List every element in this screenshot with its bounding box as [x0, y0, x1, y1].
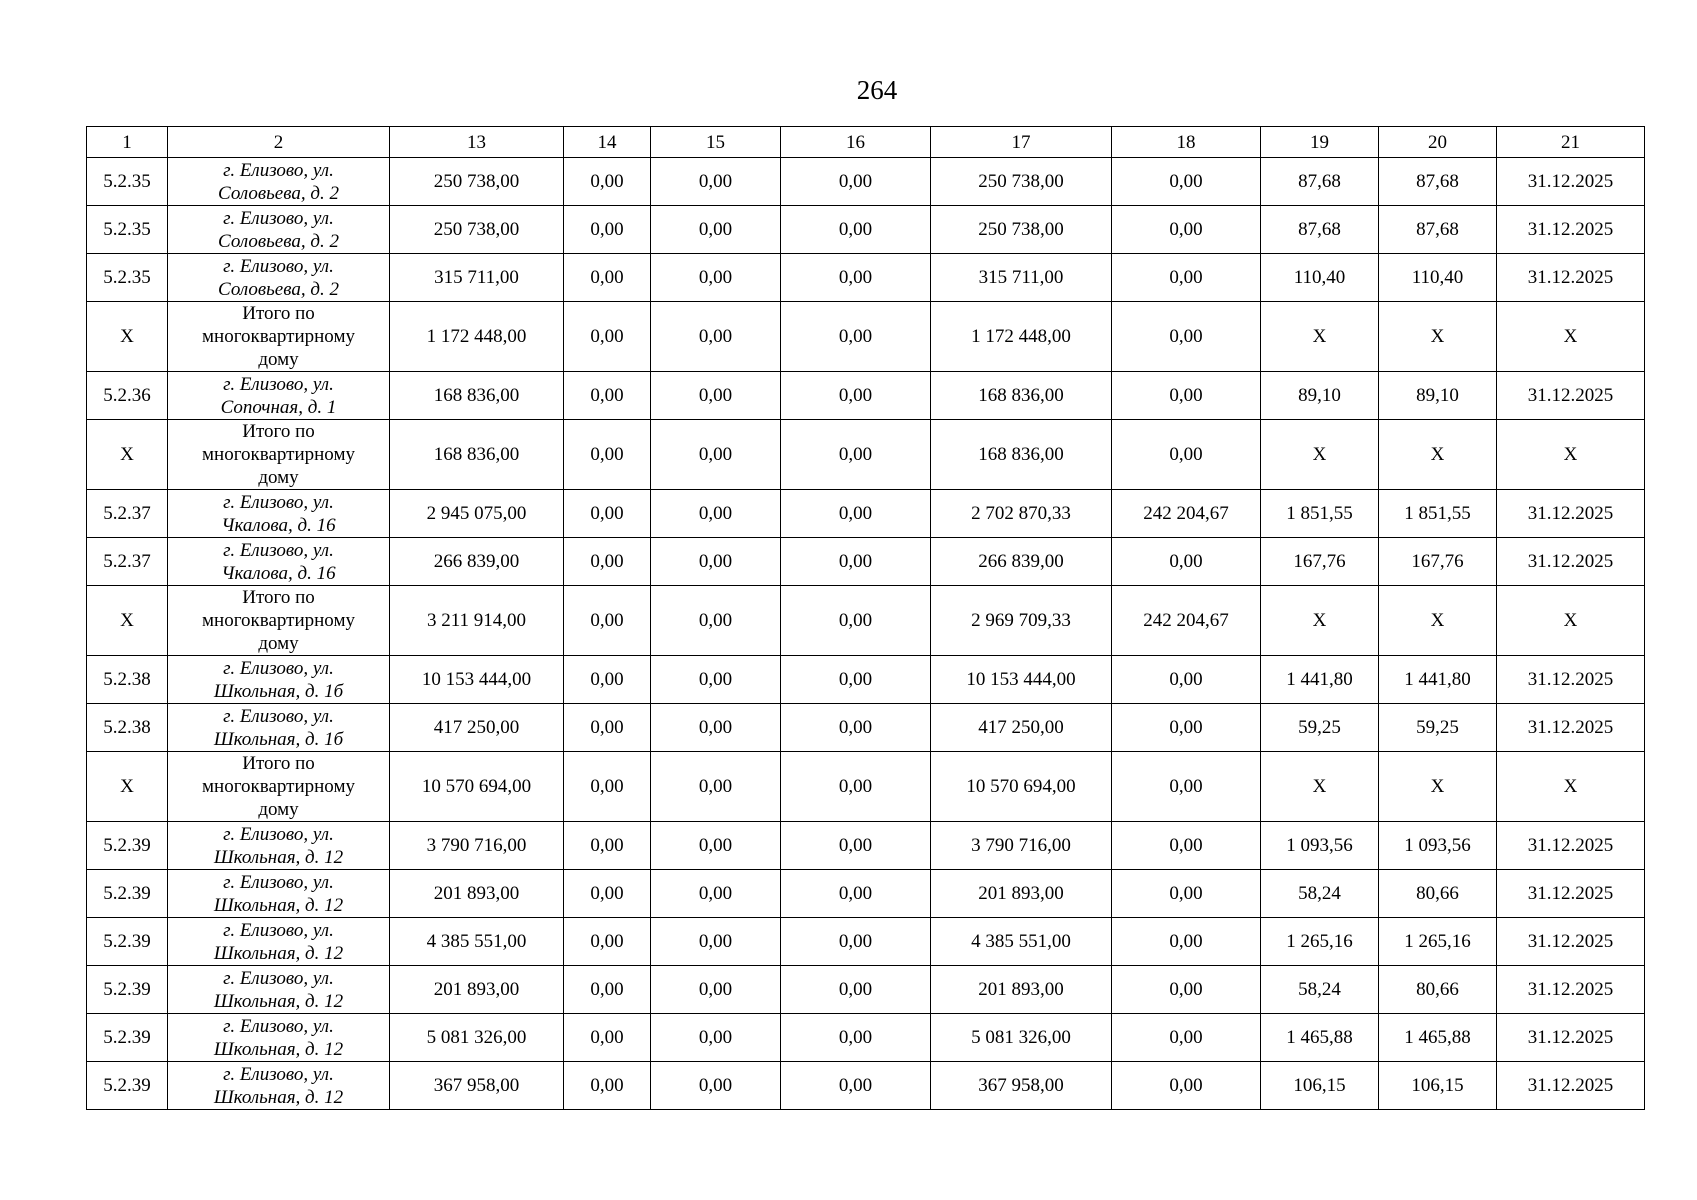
cell-c14: 0,00: [564, 822, 651, 870]
cell-c15: 0,00: [651, 372, 781, 420]
address-line: г. Елизово, ул.: [223, 1015, 334, 1037]
cell-c15: 0,00: [651, 966, 781, 1014]
address-line: г. Елизово, ул.: [223, 705, 334, 727]
cell-c18: 0,00: [1112, 372, 1261, 420]
column-header: 15: [651, 127, 781, 158]
address-line: многоквартирному: [202, 610, 355, 631]
cell-c18: 0,00: [1112, 656, 1261, 704]
cell-c16: 0,00: [781, 420, 931, 490]
cell-number: 5.2.35: [87, 206, 168, 254]
cell-c21: 31.12.2025: [1497, 966, 1645, 1014]
cell-c13: 10 153 444,00: [390, 656, 564, 704]
address-line: г. Елизово, ул.: [223, 491, 334, 513]
cell-c13: 1 172 448,00: [390, 302, 564, 372]
cell-c16: 0,00: [781, 870, 931, 918]
cell-c21: 31.12.2025: [1497, 1062, 1645, 1110]
cell-c16: 0,00: [781, 656, 931, 704]
table-row: [87, 870, 1645, 918]
column-header: 18: [1112, 127, 1261, 158]
cell-total-label: [168, 420, 390, 490]
column-header-row: [87, 127, 1645, 158]
table-row: [87, 966, 1645, 1014]
cell-c21: X: [1497, 302, 1645, 372]
cell-c20: 110,40: [1379, 254, 1497, 302]
cell-number: X: [87, 302, 168, 372]
cell-c13: 4 385 551,00: [390, 918, 564, 966]
cell-number: 5.2.35: [87, 158, 168, 206]
cell-number: 5.2.37: [87, 490, 168, 538]
cell-c18: 0,00: [1112, 158, 1261, 206]
cell-number: 5.2.36: [87, 372, 168, 420]
address-line: Соловьева, д. 2: [218, 230, 339, 252]
cell-c20: X: [1379, 586, 1497, 656]
cell-c16: 0,00: [781, 302, 931, 372]
cell-c21: 31.12.2025: [1497, 538, 1645, 586]
cell-c20: 80,66: [1379, 966, 1497, 1014]
cell-address: [168, 704, 390, 752]
address-line: Соловьева, д. 2: [218, 278, 339, 300]
cell-c15: 0,00: [651, 870, 781, 918]
cell-c18: 0,00: [1112, 206, 1261, 254]
cell-c15: 0,00: [651, 752, 781, 822]
cell-c15: 0,00: [651, 158, 781, 206]
address-line: Чкалова, д. 16: [221, 562, 336, 584]
address-line: г. Елизово, ул.: [223, 373, 334, 395]
table-row: [87, 158, 1645, 206]
cell-c19: 106,15: [1261, 1062, 1379, 1110]
total-row: [87, 302, 1645, 372]
cell-c13: 367 958,00: [390, 1062, 564, 1110]
cell-c19: 87,68: [1261, 158, 1379, 206]
cell-address: [168, 822, 390, 870]
cell-c19: 1 265,16: [1261, 918, 1379, 966]
cell-c14: 0,00: [564, 420, 651, 490]
column-header: 19: [1261, 127, 1379, 158]
cell-c14: 0,00: [564, 918, 651, 966]
cell-address: [168, 372, 390, 420]
cell-c21: 31.12.2025: [1497, 870, 1645, 918]
cell-c18: 0,00: [1112, 870, 1261, 918]
cell-c20: 1 441,80: [1379, 656, 1497, 704]
cell-c13: 168 836,00: [390, 372, 564, 420]
total-row: [87, 752, 1645, 822]
column-header: 13: [390, 127, 564, 158]
cell-c13: 3 211 914,00: [390, 586, 564, 656]
cell-c14: 0,00: [564, 158, 651, 206]
page-number: 264: [856, 75, 898, 105]
address-line: многоквартирному: [202, 444, 355, 465]
table-row: [87, 656, 1645, 704]
address-line: Школьная, д. 12: [213, 990, 344, 1012]
cell-c17: 315 711,00: [931, 254, 1112, 302]
cell-number: 5.2.37: [87, 538, 168, 586]
cell-c18: 0,00: [1112, 966, 1261, 1014]
address-line: г. Елизово, ул.: [223, 539, 334, 561]
cell-c14: 0,00: [564, 254, 651, 302]
address-line: Школьная, д. 12: [213, 1086, 344, 1108]
cell-c17: 367 958,00: [931, 1062, 1112, 1110]
column-header: 17: [931, 127, 1112, 158]
cell-c21: 31.12.2025: [1497, 1014, 1645, 1062]
cell-c16: 0,00: [781, 1062, 931, 1110]
address-line: многоквартирному: [202, 776, 355, 797]
cell-c16: 0,00: [781, 586, 931, 656]
cell-c16: 0,00: [781, 752, 931, 822]
cell-c14: 0,00: [564, 302, 651, 372]
address-line: г. Елизово, ул.: [223, 1063, 334, 1085]
cell-c14: 0,00: [564, 372, 651, 420]
cell-number: 5.2.39: [87, 822, 168, 870]
cell-address: [168, 158, 390, 206]
table-row: [87, 372, 1645, 420]
cell-c13: 2 945 075,00: [390, 490, 564, 538]
cell-c18: 0,00: [1112, 822, 1261, 870]
cell-c20: 106,15: [1379, 1062, 1497, 1110]
cell-c19: 87,68: [1261, 206, 1379, 254]
cell-c20: 167,76: [1379, 538, 1497, 586]
cell-c20: X: [1379, 302, 1497, 372]
cell-c21: 31.12.2025: [1497, 656, 1645, 704]
cell-c18: 0,00: [1112, 254, 1261, 302]
cell-c17: 250 738,00: [931, 158, 1112, 206]
cell-c21: X: [1497, 752, 1645, 822]
cell-c17: 266 839,00: [931, 538, 1112, 586]
column-header: 21: [1497, 127, 1645, 158]
cell-c18: 0,00: [1112, 752, 1261, 822]
cell-c17: 417 250,00: [931, 704, 1112, 752]
cell-c13: 417 250,00: [390, 704, 564, 752]
table-row: [87, 1014, 1645, 1062]
column-header: 2: [168, 127, 390, 158]
cell-c15: 0,00: [651, 302, 781, 372]
cell-c19: 89,10: [1261, 372, 1379, 420]
cell-address: [168, 538, 390, 586]
cell-number: 5.2.39: [87, 870, 168, 918]
table-row: [87, 254, 1645, 302]
cell-c14: 0,00: [564, 538, 651, 586]
cell-c20: X: [1379, 752, 1497, 822]
address-line: г. Елизово, ул.: [223, 255, 334, 277]
cell-c15: 0,00: [651, 1062, 781, 1110]
cell-address: [168, 1014, 390, 1062]
cell-c16: 0,00: [781, 254, 931, 302]
table-body: [87, 158, 1645, 1110]
address-line: Итого по: [242, 303, 315, 324]
cell-c19: X: [1261, 302, 1379, 372]
cell-c15: 0,00: [651, 918, 781, 966]
address-line: Школьная, д. 12: [213, 1038, 344, 1060]
address-line: Школьная, д. 12: [213, 942, 344, 964]
cell-number: 5.2.39: [87, 966, 168, 1014]
address-line: Школьная, д. 1б: [213, 680, 344, 702]
cell-c21: 31.12.2025: [1497, 206, 1645, 254]
cell-c13: 250 738,00: [390, 158, 564, 206]
cell-c16: 0,00: [781, 918, 931, 966]
address-line: Соловьева, д. 2: [218, 182, 339, 204]
cell-c19: 110,40: [1261, 254, 1379, 302]
cell-c17: 1 172 448,00: [931, 302, 1112, 372]
cell-c15: 0,00: [651, 538, 781, 586]
cell-c13: 201 893,00: [390, 870, 564, 918]
cell-c14: 0,00: [564, 206, 651, 254]
cell-c15: 0,00: [651, 1014, 781, 1062]
cell-c20: 1 265,16: [1379, 918, 1497, 966]
cell-c20: X: [1379, 420, 1497, 490]
cell-c17: 168 836,00: [931, 420, 1112, 490]
address-line: г. Елизово, ул.: [223, 207, 334, 229]
cell-c18: 0,00: [1112, 704, 1261, 752]
table-row: [87, 704, 1645, 752]
cell-c17: 10 153 444,00: [931, 656, 1112, 704]
cell-number: X: [87, 586, 168, 656]
column-header: 20: [1379, 127, 1497, 158]
cell-c20: 1 851,55: [1379, 490, 1497, 538]
cell-c19: X: [1261, 752, 1379, 822]
table-row: [87, 822, 1645, 870]
cell-c17: 201 893,00: [931, 870, 1112, 918]
cell-c17: 2 969 709,33: [931, 586, 1112, 656]
address-line: дому: [258, 799, 299, 820]
cell-c13: 315 711,00: [390, 254, 564, 302]
cell-c18: 0,00: [1112, 420, 1261, 490]
cell-c15: 0,00: [651, 420, 781, 490]
address-line: Итого по: [242, 587, 315, 608]
cell-c19: X: [1261, 420, 1379, 490]
cell-total-label: [168, 586, 390, 656]
cell-c15: 0,00: [651, 490, 781, 538]
cell-c17: 3 790 716,00: [931, 822, 1112, 870]
cell-address: [168, 206, 390, 254]
cell-c13: 168 836,00: [390, 420, 564, 490]
cell-c17: 250 738,00: [931, 206, 1112, 254]
cell-address: [168, 254, 390, 302]
cell-c14: 0,00: [564, 704, 651, 752]
cell-c18: 242 204,67: [1112, 490, 1261, 538]
cell-number: 5.2.39: [87, 1014, 168, 1062]
cell-c16: 0,00: [781, 372, 931, 420]
cell-c21: 31.12.2025: [1497, 254, 1645, 302]
cell-number: 5.2.38: [87, 704, 168, 752]
cell-c21: 31.12.2025: [1497, 704, 1645, 752]
cell-c16: 0,00: [781, 1014, 931, 1062]
cell-c13: 10 570 694,00: [390, 752, 564, 822]
cell-address: [168, 870, 390, 918]
cell-c18: 242 204,67: [1112, 586, 1261, 656]
cell-c16: 0,00: [781, 158, 931, 206]
table-row: [87, 538, 1645, 586]
cell-c16: 0,00: [781, 490, 931, 538]
cell-c16: 0,00: [781, 704, 931, 752]
cell-c17: 168 836,00: [931, 372, 1112, 420]
cell-c21: 31.12.2025: [1497, 918, 1645, 966]
address-line: дому: [258, 349, 299, 370]
cell-c14: 0,00: [564, 1062, 651, 1110]
cell-c19: 1 441,80: [1261, 656, 1379, 704]
cell-address: [168, 1062, 390, 1110]
cell-c15: 0,00: [651, 656, 781, 704]
cell-c21: 31.12.2025: [1497, 158, 1645, 206]
address-line: Чкалова, д. 16: [221, 514, 336, 536]
cell-c18: 0,00: [1112, 918, 1261, 966]
table-row: [87, 206, 1645, 254]
cell-c21: X: [1497, 420, 1645, 490]
cell-c14: 0,00: [564, 752, 651, 822]
cell-number: 5.2.35: [87, 254, 168, 302]
cell-c19: 58,24: [1261, 966, 1379, 1014]
cell-c18: 0,00: [1112, 1014, 1261, 1062]
column-header: 16: [781, 127, 931, 158]
address-line: г. Елизово, ул.: [223, 657, 334, 679]
address-line: Школьная, д. 12: [213, 846, 344, 868]
cell-c20: 1 093,56: [1379, 822, 1497, 870]
cell-c13: 201 893,00: [390, 966, 564, 1014]
cell-c17: 2 702 870,33: [931, 490, 1112, 538]
cell-c15: 0,00: [651, 822, 781, 870]
cell-c21: 31.12.2025: [1497, 372, 1645, 420]
cell-c15: 0,00: [651, 254, 781, 302]
table-row: [87, 490, 1645, 538]
cell-c17: 10 570 694,00: [931, 752, 1112, 822]
column-header: 1: [87, 127, 168, 158]
cell-number: 5.2.39: [87, 1062, 168, 1110]
column-header: 14: [564, 127, 651, 158]
cell-c14: 0,00: [564, 966, 651, 1014]
cell-c21: 31.12.2025: [1497, 490, 1645, 538]
cell-c20: 1 465,88: [1379, 1014, 1497, 1062]
cell-number: X: [87, 420, 168, 490]
cell-c21: X: [1497, 586, 1645, 656]
cell-c13: 250 738,00: [390, 206, 564, 254]
cell-c20: 89,10: [1379, 372, 1497, 420]
cell-c16: 0,00: [781, 206, 931, 254]
cell-c15: 0,00: [651, 206, 781, 254]
cell-c13: 3 790 716,00: [390, 822, 564, 870]
cell-c17: 201 893,00: [931, 966, 1112, 1014]
address-line: дому: [258, 467, 299, 488]
cell-c16: 0,00: [781, 538, 931, 586]
cell-c17: 4 385 551,00: [931, 918, 1112, 966]
cell-c20: 59,25: [1379, 704, 1497, 752]
address-line: г. Елизово, ул.: [223, 919, 334, 941]
cell-c19: 58,24: [1261, 870, 1379, 918]
cell-address: [168, 490, 390, 538]
cell-c19: 1 465,88: [1261, 1014, 1379, 1062]
cell-c18: 0,00: [1112, 538, 1261, 586]
cell-c19: 167,76: [1261, 538, 1379, 586]
cell-c13: 5 081 326,00: [390, 1014, 564, 1062]
cell-c18: 0,00: [1112, 302, 1261, 372]
cell-number: 5.2.39: [87, 918, 168, 966]
cell-c14: 0,00: [564, 870, 651, 918]
address-line: дому: [258, 633, 299, 654]
address-line: Школьная, д. 12: [213, 894, 344, 916]
cell-c15: 0,00: [651, 586, 781, 656]
cell-c14: 0,00: [564, 656, 651, 704]
address-line: г. Елизово, ул.: [223, 871, 334, 893]
cell-c19: 1 093,56: [1261, 822, 1379, 870]
cell-number: X: [87, 752, 168, 822]
cell-c20: 87,68: [1379, 158, 1497, 206]
table-row: [87, 918, 1645, 966]
cell-address: [168, 918, 390, 966]
cell-total-label: [168, 752, 390, 822]
cell-c19: 1 851,55: [1261, 490, 1379, 538]
address-line: Итого по: [242, 421, 315, 442]
address-line: г. Елизово, ул.: [223, 159, 334, 181]
address-line: многоквартирному: [202, 326, 355, 347]
cell-c19: X: [1261, 586, 1379, 656]
cell-c13: 266 839,00: [390, 538, 564, 586]
cell-c20: 80,66: [1379, 870, 1497, 918]
total-row: [87, 420, 1645, 490]
cell-c18: 0,00: [1112, 1062, 1261, 1110]
address-line: г. Елизово, ул.: [223, 967, 334, 989]
cell-c14: 0,00: [564, 1014, 651, 1062]
cell-address: [168, 966, 390, 1014]
cell-c16: 0,00: [781, 966, 931, 1014]
address-line: Школьная, д. 1б: [213, 728, 344, 750]
cell-c14: 0,00: [564, 586, 651, 656]
address-line: Сопочная, д. 1: [220, 396, 337, 418]
data-table: [86, 126, 1645, 1110]
total-row: [87, 586, 1645, 656]
cell-c15: 0,00: [651, 704, 781, 752]
cell-c19: 59,25: [1261, 704, 1379, 752]
cell-c16: 0,00: [781, 822, 931, 870]
address-line: г. Елизово, ул.: [223, 823, 334, 845]
cell-c20: 87,68: [1379, 206, 1497, 254]
cell-c17: 5 081 326,00: [931, 1014, 1112, 1062]
cell-number: 5.2.38: [87, 656, 168, 704]
cell-c21: 31.12.2025: [1497, 822, 1645, 870]
cell-c14: 0,00: [564, 490, 651, 538]
table-row: [87, 1062, 1645, 1110]
cell-address: [168, 656, 390, 704]
cell-total-label: [168, 302, 390, 372]
address-line: Итого по: [242, 753, 315, 774]
